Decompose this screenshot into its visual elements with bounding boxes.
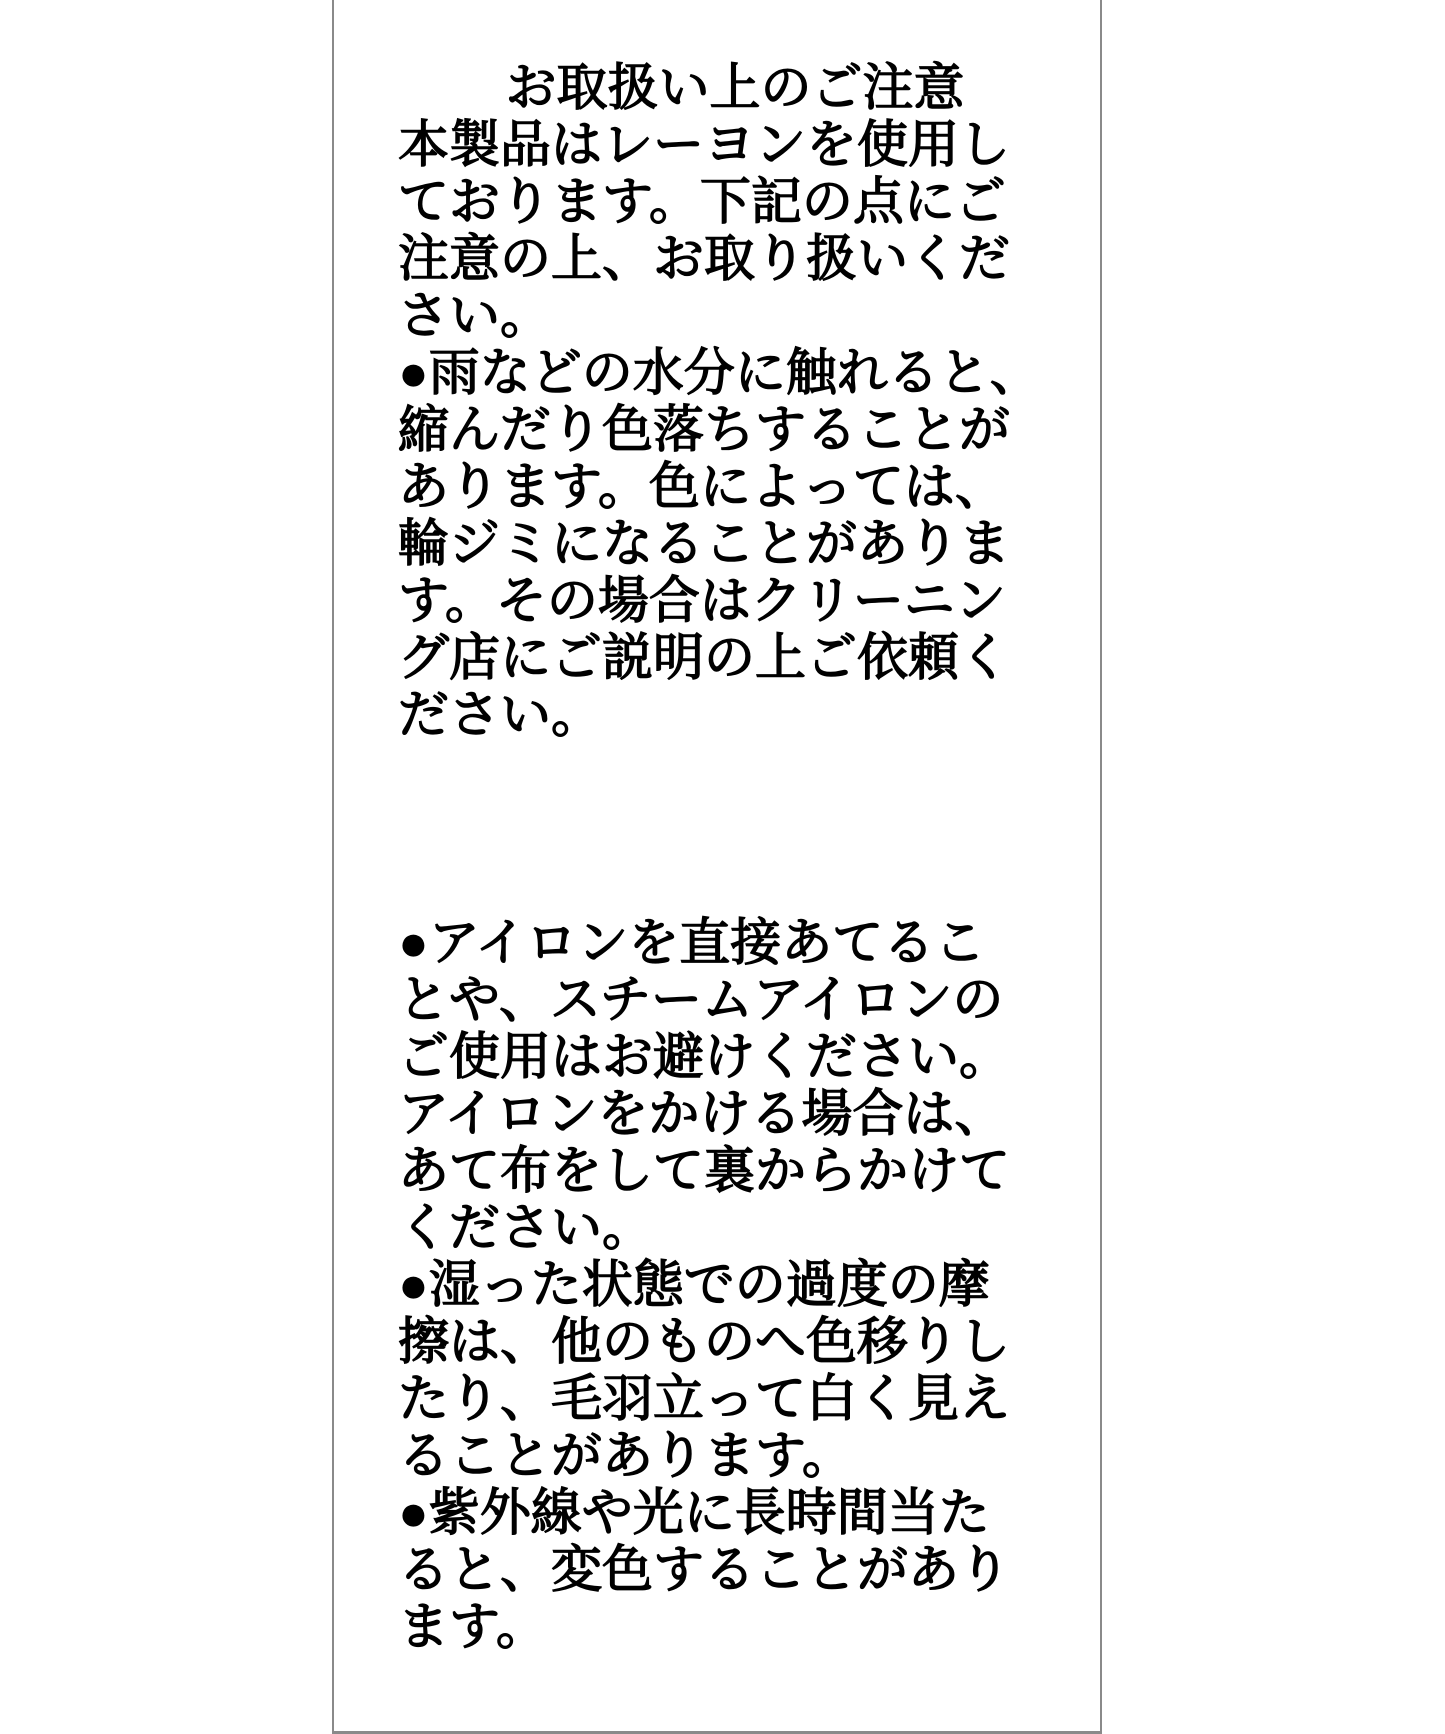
section-intro	[398, 116, 1072, 344]
text-line: ることがあります。	[398, 1427, 853, 1484]
text-line: あります。色によっては、	[398, 458, 1006, 515]
section-bullet-iron	[398, 914, 1072, 1256]
text-line: 注意の上、お取り扱いくだ	[398, 230, 1011, 287]
care-instructions	[398, 116, 1072, 1655]
text-line: グ店にご説明の上ご依頼く	[398, 629, 1011, 686]
text-line: たり、毛羽立って白く見え	[398, 1370, 1011, 1427]
text-line: ご使用はお避けください。	[398, 1028, 1011, 1085]
section-spacer	[398, 743, 1072, 914]
text-line: ●紫外線や光に長時間当た	[398, 1484, 990, 1541]
blank-line	[398, 743, 1072, 800]
text-line: あて布をして裏からかけて	[398, 1142, 1011, 1199]
text-line: ております。下記の点にご	[398, 173, 1006, 230]
care-label-sheet	[332, 0, 1102, 1734]
text-line: 輪ジミになることがありま	[398, 515, 1011, 572]
section-bullet-friction	[398, 1256, 1072, 1484]
section-bullet-uv	[398, 1484, 1072, 1655]
text-line: ●雨などの水分に触れると、	[398, 344, 1041, 401]
text-line: ださい。	[398, 686, 603, 743]
text-line: ます。	[398, 1598, 547, 1655]
section-bullet-moisture	[398, 344, 1072, 743]
text-line: ●アイロンを直接あてるこ	[398, 914, 986, 971]
text-line: ください。	[398, 1199, 654, 1256]
blank-line	[398, 857, 1072, 914]
text-line: アイロンをかける場合は、	[398, 1085, 1006, 1142]
blank-line	[398, 800, 1072, 857]
text-line: す。その場合はクリーニン	[398, 572, 1006, 629]
care-label-text	[398, 59, 1072, 1655]
page-title: お取扱い上のご注意	[505, 59, 965, 116]
text-line: とや、スチームアイロンの	[398, 971, 1004, 1028]
text-line: さい。	[398, 287, 552, 344]
text-line: ると、変色することがあり	[398, 1541, 1011, 1598]
text-line: 本製品はレーヨンを使用し	[398, 116, 1011, 173]
text-line: 擦は、他のものへ色移りし	[398, 1313, 1011, 1370]
text-line: ●湿った状態での過度の摩	[398, 1256, 990, 1313]
text-line: 縮んだり色落ちすることが	[398, 401, 1011, 458]
